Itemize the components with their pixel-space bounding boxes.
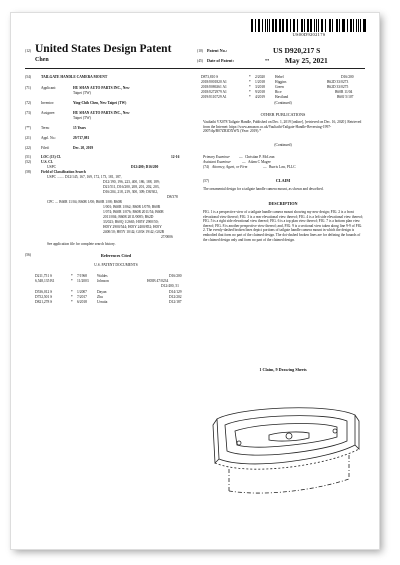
barcode-bar xyxy=(302,19,303,32)
f71-code: (71) xyxy=(25,86,31,90)
patent-no-label: Patent No.: xyxy=(207,48,228,53)
class-line: D12/190, 196, 223, 400, 186, 188, 189; xyxy=(103,180,160,184)
ref-star: * xyxy=(249,80,251,84)
attorney-value: Burris Law, PLLC xyxy=(269,165,296,169)
us-patent-docs-heading: U.S. PATENT DOCUMENTS xyxy=(94,263,138,267)
loc-label: LOC (13) Cl. xyxy=(41,155,62,159)
term-label: Term: xyxy=(41,126,50,130)
us-cl-label: U.S. Cl. xyxy=(41,160,53,164)
ref-star: * xyxy=(249,95,251,99)
boundary-line xyxy=(229,455,349,491)
primary-examiner: Christian P. McLean xyxy=(245,155,275,159)
ref-date: 11/2003 xyxy=(77,279,89,283)
barcode-bar xyxy=(275,19,277,32)
ref-name: Rice xyxy=(275,90,282,94)
barcode-bar xyxy=(316,19,317,32)
ref-name: Waldes xyxy=(97,274,108,278)
barcode-bar xyxy=(343,19,345,32)
ref-date: 7/2017 xyxy=(77,295,87,299)
class-line: H05Y 2900/544; H05Y 2400/852; H05Y xyxy=(103,225,162,229)
ref-class: D16/200 xyxy=(169,274,182,278)
tailgate-handle-drawing xyxy=(209,385,363,503)
f72-code: (72) xyxy=(25,101,31,105)
barcode-bar xyxy=(290,19,291,32)
claim-text: The ornamental design for a tailgate handle camera mount, as shown and described. xyxy=(203,187,324,191)
ref-num: 2018/0086361 A1 xyxy=(201,85,227,89)
primary-examiner-label: Primary Examiner xyxy=(203,155,230,159)
ref-class: B62D 33/0275 xyxy=(327,85,349,89)
barcode-bar xyxy=(297,19,298,32)
barcode-bar xyxy=(353,19,354,32)
description-text: FIG. 1 is a perspective view of a tailgate handle camera mount showing my new design; FIG. 2 is a front elevational view thereof; FIG. 3 is a rear elevational view thereof; FIG. 4 is a left side elevational view thereof; FIG. 5 is a right side elevational view thereof; FIG. 6 is a top plan view thereof; FIG. 7 is a bottom plan view thereof; FIG. 8 is another perspective view thereof; and, FIG. 9 is a sectional view taken along line 9-9 of FIG. 2. The evenly-dashed broken lines depict portions of tailgate handle camera mount in which the design is embodied that form no part of the claimed design. The dot-dashed broken lines are for defining the bounds of the claimed design only and form no part of the claimed design. xyxy=(203,210,363,242)
mount-hole xyxy=(237,441,241,445)
assistant-examiner-label: Assistant Examiner xyxy=(203,160,231,164)
inventor-label: Inventor: xyxy=(41,101,55,105)
ref-date: 3/2018 xyxy=(255,85,265,89)
ref-name: Zhu xyxy=(97,295,103,299)
ref-num: D821,278 S xyxy=(35,300,53,304)
ref-star: * xyxy=(71,279,73,283)
appl-no-value: 29/717,081 xyxy=(73,136,90,140)
ref-star: * xyxy=(71,290,73,294)
class-line: D21/511, D16/200, 208, 201, 202, 203, xyxy=(103,185,160,189)
ref-date: 6/2018 xyxy=(77,300,87,304)
other-publications-heading: OTHER PUBLICATIONS xyxy=(260,112,306,117)
ref-class: D14/129 xyxy=(169,290,182,294)
loc-value: 12-16 xyxy=(171,155,180,159)
class-line: 27/0006 xyxy=(161,235,173,239)
barcode-bar xyxy=(310,19,312,32)
class-line: 2011/004; B60R 2011/0085; B62D xyxy=(103,215,154,219)
ref-star: * xyxy=(71,300,73,304)
claim-count: 1 Claim, 9 Drawing Sheets xyxy=(259,367,307,372)
ref-num: 2019/0110729 A1 xyxy=(201,95,227,99)
uspc-value: D12/400; D16/200 xyxy=(131,165,159,169)
ref-name: Urrutia xyxy=(97,300,108,304)
barcode-bar xyxy=(308,19,309,32)
ref-class: B60R 11/04 xyxy=(335,90,353,94)
ref-date: 4/2019 xyxy=(255,95,265,99)
ref-num: D211,751 S xyxy=(35,274,53,278)
mount-hole xyxy=(333,429,337,433)
claim-code: (57) xyxy=(203,179,209,183)
barcode-bar xyxy=(262,19,263,32)
ref-star: * xyxy=(249,85,251,89)
class-line: USPC ........ D12/145, 167, 169, 172, 173, 181, 187, xyxy=(47,175,122,179)
date-stars: ** xyxy=(265,58,270,63)
barcode-bar xyxy=(358,19,359,32)
ref-star: * xyxy=(71,274,73,278)
f54-code: (54) xyxy=(25,75,31,79)
barcode-bar xyxy=(337,19,338,32)
f22-code: (22) xyxy=(25,146,31,150)
barcode-bar xyxy=(267,19,268,32)
barcode-bar xyxy=(351,19,352,32)
design-title: TAILGATE HANDLE CAMERA MOUNT xyxy=(41,75,108,79)
filed-label: Filed: xyxy=(41,146,50,150)
assistant-examiner: Adam C Magee xyxy=(248,160,271,164)
ref-num: 2018/0001820 A1 xyxy=(201,80,227,84)
other-publications-text: Vaultathi VX078 Tailgate Handle, Published on Dec. 1, 2019 [online], [retrieved on Dec. 16, 2020]. Retrieved from the Internet: https://www.amazon.co.uk/Vaultathi-Tailgate-Handle-Reversing-1997-2007/dp/B07ZR3DXWX (Year: 2019).* xyxy=(203,120,362,134)
barcode-bar xyxy=(347,19,348,32)
assignee-location: Taipei (TW) xyxy=(73,116,91,120)
patent-page xyxy=(10,12,380,550)
f21-code: (21) xyxy=(25,136,31,140)
date-code: (45) xyxy=(197,59,203,63)
barcode-bar xyxy=(294,19,296,32)
search-history-note: See application file for complete search history. xyxy=(47,242,116,246)
ref-name: Higgins xyxy=(275,80,287,84)
ref-star: * xyxy=(249,90,251,94)
barcode-bar xyxy=(365,19,366,32)
assignee-label: Assignee: xyxy=(41,111,56,115)
barcode-bar xyxy=(339,19,340,32)
inventor-surname: Chen xyxy=(35,57,49,63)
ref-name: Green xyxy=(275,85,284,89)
date-label: Date of Patent: xyxy=(207,58,234,63)
barcode-bar xyxy=(332,19,333,32)
ref-num: D873,810 S xyxy=(201,75,219,79)
term-code: (**) xyxy=(25,126,31,130)
f51-code: (51) xyxy=(25,155,31,159)
ref-class: B60J 5/107 xyxy=(337,95,354,99)
ref-date: 1/2018 xyxy=(255,80,265,84)
f52-code: (52) xyxy=(25,160,31,164)
document-title: United States Design Patent xyxy=(35,43,172,55)
ref-class: D12/202 xyxy=(169,295,182,299)
barcode-bar xyxy=(287,19,288,32)
ref-num: 6,548,135 B1 xyxy=(35,279,55,283)
ref-num: D752,501 S xyxy=(35,295,53,299)
description-heading: DESCRIPTION xyxy=(268,201,298,206)
f58-code: (58) xyxy=(25,170,31,174)
barcode-bar xyxy=(255,19,256,32)
attorney-code: (74) xyxy=(203,165,209,169)
class-line: CPC .... B60R 11/04; B60R 1/00; B60R 1/08; B60R xyxy=(47,200,122,204)
patent-number: US D920,217 S xyxy=(273,46,321,55)
barcode-bar xyxy=(330,19,331,32)
field-search-label: Field of Classification Search xyxy=(41,170,86,174)
boundary-line xyxy=(229,479,349,493)
barcode-bar xyxy=(360,19,361,32)
ref-date: 1/2007 xyxy=(77,290,87,294)
barcode-bar xyxy=(273,19,274,32)
class-line: 2400/10; H05Y 10/42; G03S 19/42; G02B xyxy=(103,230,165,234)
f56-code: (56) xyxy=(25,253,31,257)
ref-name: Hebel xyxy=(275,75,284,79)
ref-class-cont: D12/400, 51 xyxy=(161,284,179,288)
assignee-value: HU SHAN AUTO PARTS INC., New xyxy=(73,111,130,115)
inventor-value: Ying-Chih Chen, New Taipei (TW) xyxy=(73,101,127,105)
header-rule xyxy=(25,68,365,69)
patent-no-code: (10) xyxy=(197,49,203,53)
applicant-location: Taipei (TW) xyxy=(73,91,91,95)
barcode-bar xyxy=(318,19,319,32)
barcode-bar xyxy=(259,19,261,32)
ref-num: D536,012 S xyxy=(35,290,53,294)
class-line: D8/378 xyxy=(167,195,178,199)
barcode-number: US00D920217S xyxy=(292,32,326,37)
ref-date: 9/2018 xyxy=(255,90,265,94)
ref-num: 2018/0272979 A1 xyxy=(201,90,227,94)
ref-star: * xyxy=(249,75,251,79)
applicant-value: HU SHAN AUTO PARTS INC., New xyxy=(73,86,130,90)
class-line: 1/074; B60R 1/076; B60R 2011/54; B60R xyxy=(103,210,164,214)
attorney-label: Attorney, Agent, or Firm xyxy=(212,165,248,169)
ref-name: Johnson xyxy=(97,279,109,283)
assistant-examiner-dash: — xyxy=(242,160,246,164)
applicant-label: Applicant: xyxy=(41,86,57,90)
ref-class: H05B 47/0234 xyxy=(147,279,169,283)
continued-label: (Continued) xyxy=(274,101,292,105)
barcode-bar xyxy=(252,19,253,32)
continued-label: (Continued) xyxy=(274,143,292,147)
ref-date: 7/1968 xyxy=(77,274,87,278)
appl-no-label: Appl. No.: xyxy=(41,136,57,140)
patent-date: May 25, 2021 xyxy=(285,56,328,65)
class-line: 1/001; B60R 1/062; B60R 1/078; B60R xyxy=(103,205,161,209)
ref-date: 2/2020 xyxy=(255,75,265,79)
handle-right-side xyxy=(355,415,359,449)
ref-name: Haviland xyxy=(275,95,289,99)
barcode-bar xyxy=(322,19,323,32)
ref-class: B62D 33/0273 xyxy=(327,80,349,84)
ref-class: D16/200 xyxy=(341,75,354,79)
ref-class: D12/187 xyxy=(169,300,182,304)
attorney-dash: — xyxy=(263,165,267,169)
barcode xyxy=(251,19,367,32)
barcode-bar xyxy=(269,19,270,32)
class-line: 33/023; B60Q 1/2665; H05Y 2900/50; xyxy=(103,220,159,224)
f73-code: (73) xyxy=(25,111,31,115)
barcode-bar xyxy=(280,19,281,32)
country-code: (12) xyxy=(25,49,31,53)
ref-star: * xyxy=(71,295,73,299)
camera-lens xyxy=(286,433,292,439)
ref-name: Dayan xyxy=(97,290,107,294)
barcode-bar xyxy=(304,19,305,32)
barcode-bar xyxy=(282,19,283,32)
barcode-bar xyxy=(325,19,327,32)
filed-value: Dec. 20, 2019 xyxy=(73,146,94,150)
primary-examiner-dash: — xyxy=(239,155,243,159)
term-value: 15 Years xyxy=(73,126,86,130)
claim-heading: CLAIM xyxy=(275,178,291,183)
class-line: D16/204, 218, 219, 300, 309; D8/302, xyxy=(103,190,158,194)
references-heading: References Cited xyxy=(100,253,132,258)
uspc-label: USPC xyxy=(47,165,56,169)
